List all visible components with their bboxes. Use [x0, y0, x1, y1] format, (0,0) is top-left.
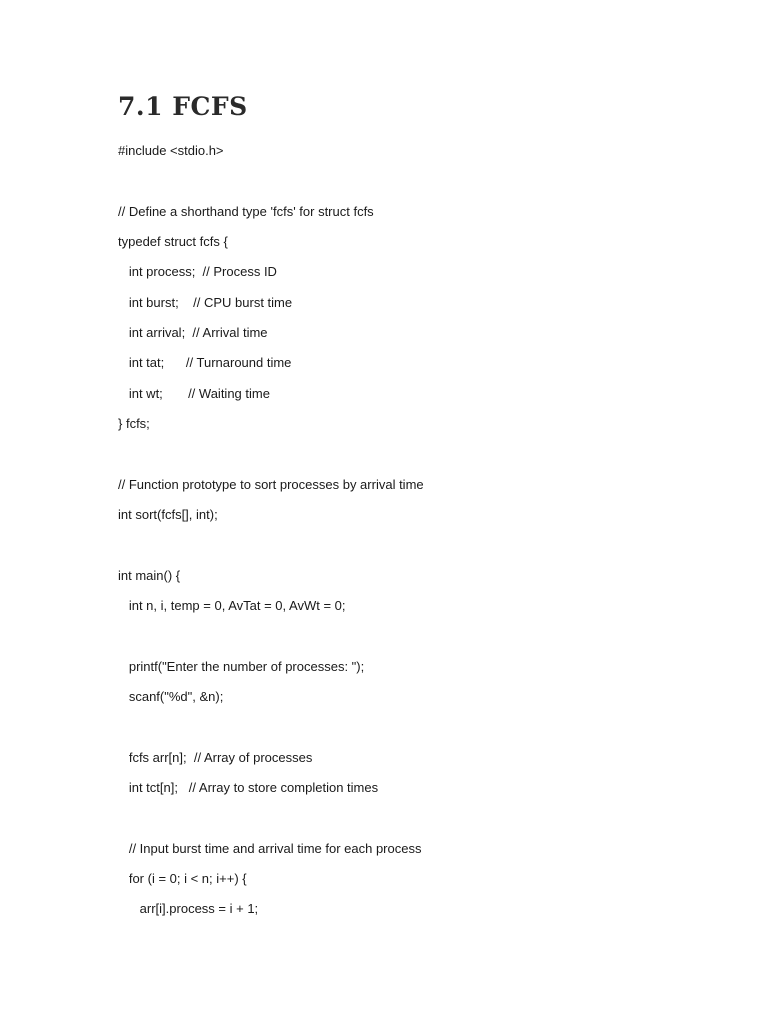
code-line: // Define a shorthand type 'fcfs' for struct fcfs: [118, 204, 374, 219]
section-heading: 7.1 FCFS: [118, 92, 248, 121]
code-line: fcfs arr[n]; // Array of processes: [118, 750, 313, 765]
code-line: int sort(fcfs[], int);: [118, 507, 218, 522]
code-line: typedef struct fcfs {: [118, 234, 228, 249]
code-line: int tct[n]; // Array to store completion times: [118, 780, 379, 795]
code-line: // Function prototype to sort processes by arrival time: [118, 477, 424, 492]
code-line: int wt; // Waiting time: [118, 386, 270, 401]
code-line: printf("Enter the number of processes: ");: [118, 659, 365, 674]
code-line: int main() {: [118, 568, 181, 583]
code-line: for (i = 0; i < n; i++) {: [118, 871, 247, 886]
code-line: #include <stdio.h>: [118, 143, 224, 158]
code-line: int arrival; // Arrival time: [118, 325, 268, 340]
code-line: int burst; // CPU burst time: [118, 295, 293, 310]
code-line: int process; // Process ID: [118, 264, 277, 279]
code-line: int n, i, temp = 0, AvTat = 0, AvWt = 0;: [118, 598, 346, 613]
code-line: arr[i].process = i + 1;: [118, 901, 259, 916]
code-line: } fcfs;: [118, 416, 150, 431]
code-line: int tat; // Turnaround time: [118, 355, 292, 370]
code-line: // Input burst time and arrival time for each process: [118, 841, 422, 856]
code-line: scanf("%d", &n);: [118, 689, 224, 704]
